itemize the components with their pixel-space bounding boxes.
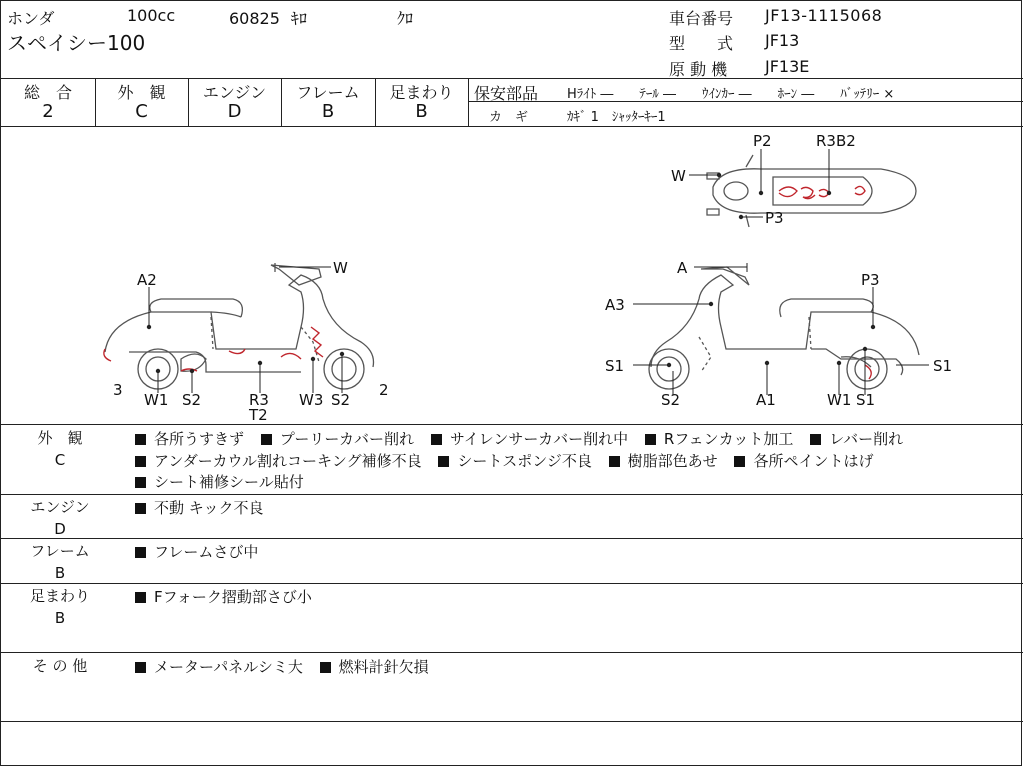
bullet-icon	[135, 547, 146, 558]
label-p2: P2	[753, 132, 772, 150]
divider	[1, 424, 1023, 425]
note-engine-category	[1, 496, 119, 540]
note-exterior-line-2	[135, 450, 885, 471]
grade-overall-value: 2	[42, 101, 54, 122]
mileage	[229, 6, 307, 29]
divider	[1, 538, 1023, 539]
maker: ホンダ	[7, 9, 55, 28]
bullet-icon	[438, 456, 449, 467]
label-a: A	[677, 259, 688, 277]
label-s2-b: S2	[331, 391, 351, 409]
label-p3-top: P3	[765, 209, 784, 227]
divider	[1, 78, 1023, 79]
engine-label: 原 動 機	[669, 60, 728, 79]
note-item: 各所うすきず	[154, 430, 245, 448]
note-item: 各所ペイントはげ	[753, 452, 874, 470]
bullet-icon	[320, 662, 331, 673]
note-item: サイレンサーカバー削れ中	[449, 430, 629, 448]
note-item: プーリーカバー削れ	[279, 430, 415, 448]
label-a3: A3	[605, 296, 625, 314]
scooter-diagram	[1, 127, 1023, 424]
bullet-icon	[135, 434, 146, 445]
note-item: メーターパネルシミ大	[154, 658, 303, 676]
leader-lines	[149, 149, 929, 395]
bullet-icon	[734, 456, 745, 467]
mileage-value: 60825	[229, 9, 280, 28]
model-code: JF13	[765, 31, 800, 50]
note-exterior-line-3	[135, 471, 316, 492]
note-exterior-label: 外 観	[37, 429, 83, 447]
bullet-icon	[810, 434, 821, 445]
bullet-icon	[609, 456, 620, 467]
frame-number-label: 車台番号	[669, 9, 734, 28]
note-item: Rフェンカット加工	[663, 430, 794, 448]
note-frame-line-1	[135, 541, 270, 562]
displacement: 100cc	[127, 6, 176, 25]
note-suspension-category	[1, 585, 119, 629]
frame-number: JF13-1115068	[765, 6, 883, 25]
label-a2: A2	[137, 271, 157, 289]
divider	[1, 583, 1023, 584]
note-suspension-grade: B	[54, 609, 66, 627]
note-item: 樹脂部色あせ	[627, 452, 718, 470]
mileage-unit: ｷﾛ	[291, 9, 308, 28]
label-a1: A1	[756, 391, 776, 409]
grade-exterior-value: C	[135, 101, 148, 122]
bullet-icon	[261, 434, 272, 445]
bullet-icon	[135, 662, 146, 673]
note-item: レバー削れ	[829, 430, 904, 448]
note-item: シートスポンジ不良	[457, 452, 592, 470]
note-engine-line-1	[135, 497, 275, 518]
label-r3: R3	[249, 391, 269, 409]
key-value: ｶｷﾞ 1 ｼｬｯﾀｰｷｰ1	[567, 110, 666, 125]
label-t2: T2	[249, 406, 268, 424]
note-item: 不動 キック不良	[154, 499, 264, 517]
label-s1-right: S1	[933, 357, 953, 375]
grade-engine-value: D	[227, 101, 242, 122]
label-2: 2	[379, 381, 389, 399]
note-frame-grade: B	[54, 564, 66, 582]
note-exterior-category	[1, 427, 119, 471]
bullet-icon	[431, 434, 442, 445]
note-frame-category	[1, 540, 119, 584]
label-s1-left: S1	[605, 357, 625, 375]
divider	[1, 494, 1023, 495]
note-frame-label: フレーム	[30, 542, 90, 560]
model-name: スペイシー100	[7, 31, 146, 55]
grade-overall-label: 総 合	[23, 83, 72, 102]
grade-engine-label: エンジン	[202, 83, 267, 102]
color: ｸﾛ	[397, 9, 414, 28]
safety-parts-label: 保安部品	[474, 84, 539, 103]
bullet-icon	[135, 456, 146, 467]
note-item: Fフォーク摺動部さび小	[154, 588, 312, 606]
note-other-label: そ の 他	[32, 657, 88, 675]
divider	[1, 721, 1023, 722]
bullet-icon	[135, 592, 146, 603]
divider	[468, 78, 469, 126]
bullet-icon	[135, 503, 146, 514]
label-s1-bottom: S1	[856, 391, 876, 409]
label-w1: W1	[144, 391, 169, 409]
label-w-top: W	[671, 167, 686, 185]
note-item: 燃料計針欠損	[338, 658, 429, 676]
grade-exterior-label: 外 観	[117, 83, 166, 102]
label-p3: P3	[861, 271, 880, 289]
grade-frame-value: B	[321, 101, 335, 122]
top-view	[707, 155, 916, 227]
bullet-icon	[135, 477, 146, 488]
note-suspension-line-1	[135, 586, 324, 607]
grade-suspension-label: 足まわり	[389, 83, 454, 102]
damage-marks	[104, 186, 871, 379]
divider	[1, 652, 1023, 653]
note-item: フレームさび中	[154, 543, 259, 561]
marker-dots	[147, 173, 875, 373]
note-other-category	[1, 655, 119, 677]
note-item: シート補修シール貼付	[154, 473, 304, 491]
label-w: W	[333, 259, 348, 277]
note-engine-grade: D	[54, 520, 66, 538]
label-s2: S2	[182, 391, 202, 409]
bullet-icon	[645, 434, 656, 445]
label-s2-right: S2	[661, 391, 681, 409]
note-engine-label: エンジン	[30, 498, 90, 516]
key-label: カ ギ	[489, 110, 529, 125]
engine-code: JF13E	[765, 57, 810, 76]
note-item: アンダーカウル割れコーキング補修不良	[154, 452, 422, 470]
label-r3b2: R3B2	[816, 132, 856, 150]
note-exterior-line-1	[135, 428, 915, 449]
note-exterior-grade: C	[54, 451, 66, 469]
model-label: 型 式	[669, 34, 734, 53]
label-w3: W3	[299, 391, 324, 409]
label-3: 3	[113, 381, 123, 399]
grade-frame-label: フレーム	[296, 83, 360, 102]
safety-parts-items: Hﾗｲﾄ ― ﾃｰﾙ ― ｳｲﾝｶｰ ― ﾎｰﾝ ― ﾊﾞｯﾃﾘｰ ×	[567, 87, 895, 102]
note-other-line-1	[135, 656, 441, 677]
note-suspension-label: 足まわり	[29, 587, 90, 605]
label-w1-right: W1	[827, 391, 852, 409]
grade-suspension-value: B	[415, 101, 428, 122]
